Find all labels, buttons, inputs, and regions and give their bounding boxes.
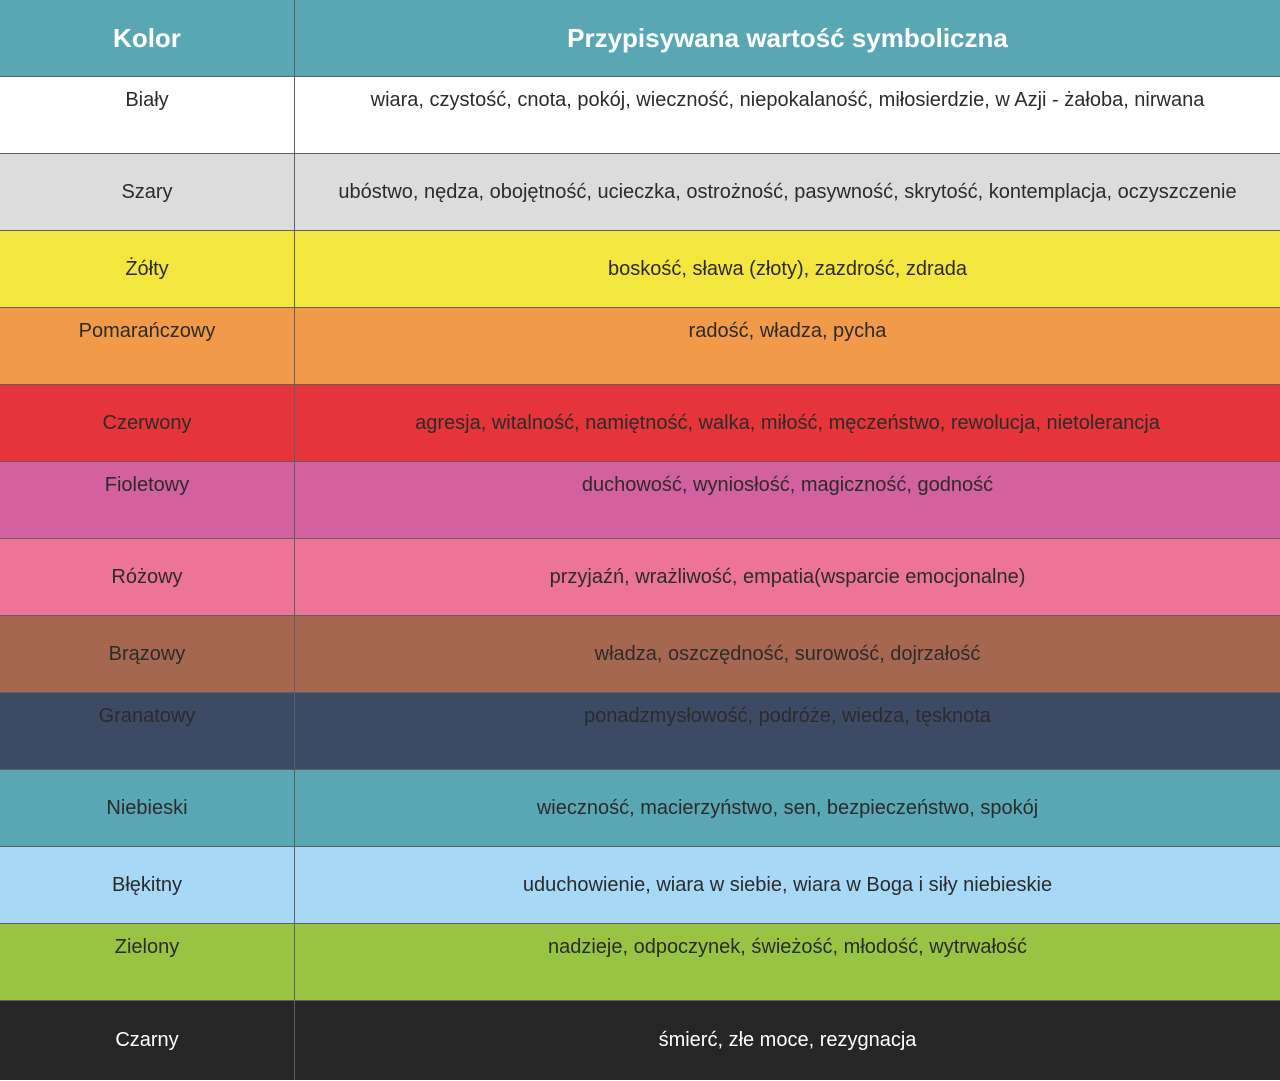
symbolic-value-cell [295,77,1280,153]
header-color-label: Kolor [113,22,181,53]
symbolic-value: radość, władza, pycha [688,320,887,342]
table-row [0,462,1280,539]
color-name: Fioletowy [104,474,190,496]
table-row [0,924,1280,1001]
symbolic-value: śmierć, złe moce, rezygnacja [658,1029,917,1051]
table-row [0,770,1280,847]
color-name-cell [0,77,295,153]
table-row [0,231,1280,308]
symbolic-value: nadzieje, odpoczynek, świeżość, młodość, wytrwałość [547,936,1028,958]
symbolic-value: wiara, czystość, cnota, pokój, wieczność, niepokalaność, miłosierdzie, w Azji - żałoba, nirwana [370,89,1205,111]
header-value-label: Przypisywana wartość symboliczna [567,22,1008,53]
color-name-cell [0,1001,295,1080]
symbolic-value-cell [295,924,1280,1000]
color-name-cell [0,616,295,692]
color-name: Czarny [115,1029,179,1051]
color-name-cell [0,847,295,923]
header-value-column [295,0,1280,76]
symbolic-value-cell [295,308,1280,384]
color-name: Różowy [111,565,183,588]
table-row [0,539,1280,616]
color-name-cell [0,154,295,230]
symbolic-value: duchowość, wyniosłość, magiczność, godność [581,474,994,496]
color-name-cell [0,308,295,384]
symbolic-value: agresja, witalność, namiętność, walka, miłość, męczeństwo, rewolucja, nietolerancja [415,411,1160,434]
table-row [0,847,1280,924]
table-row [0,154,1280,231]
symbolic-value: ubóstwo, nędza, obojętność, ucieczka, ostrożność, pasywność, skrytość, kontemplacja, oczyszczenie [338,180,1237,203]
symbolic-value-cell [295,539,1280,615]
color-name: Biały [125,89,169,111]
symbolic-value-cell [295,847,1280,923]
color-name: Zielony [114,936,180,958]
color-name: Granatowy [98,705,196,727]
symbolic-value-cell [295,154,1280,230]
table-row [0,693,1280,770]
color-name: Żółty [125,257,169,280]
color-name-cell [0,231,295,307]
table-row [0,1001,1280,1080]
color-name-cell [0,385,295,461]
symbolic-value-cell [295,231,1280,307]
table-row [0,385,1280,462]
symbolic-value: ponadzmysłowość, podróże, wiedza, tęsknota [584,705,991,727]
symbolic-value-cell [295,1001,1280,1080]
color-name: Pomarańczowy [78,320,216,342]
symbolic-value: przyjaźń, wrażliwość, empatia(wsparcie emocjonalne) [549,565,1026,588]
header-color-column [0,0,295,76]
symbolic-value-cell [295,693,1280,769]
symbolic-value-cell [295,385,1280,461]
color-name: Szary [121,180,173,203]
symbolic-value: uduchowienie, wiara w siebie, wiara w Boga i siły niebieskie [522,873,1053,896]
symbolic-value-cell [295,616,1280,692]
table-header [0,0,1280,77]
table-row [0,308,1280,385]
color-name: Brązowy [108,642,186,665]
table-row [0,616,1280,693]
color-name-cell [0,770,295,846]
color-name-cell [0,693,295,769]
symbolic-value-cell [295,462,1280,538]
table-row [0,77,1280,154]
color-name-cell [0,924,295,1000]
color-name: Błękitny [111,873,183,896]
symbolic-value: władza, oszczędność, surowość, dojrzałość [594,642,981,665]
symbolic-value: wieczność, macierzyństwo, sen, bezpieczeństwo, spokój [536,796,1039,819]
symbolic-value: boskość, sława (złoty), zazdrość, zdrada [607,257,968,280]
color-name-cell [0,539,295,615]
color-name: Czerwony [102,411,192,434]
color-name: Niebieski [106,796,188,819]
symbolic-value-cell [295,770,1280,846]
color-name-cell [0,462,295,538]
